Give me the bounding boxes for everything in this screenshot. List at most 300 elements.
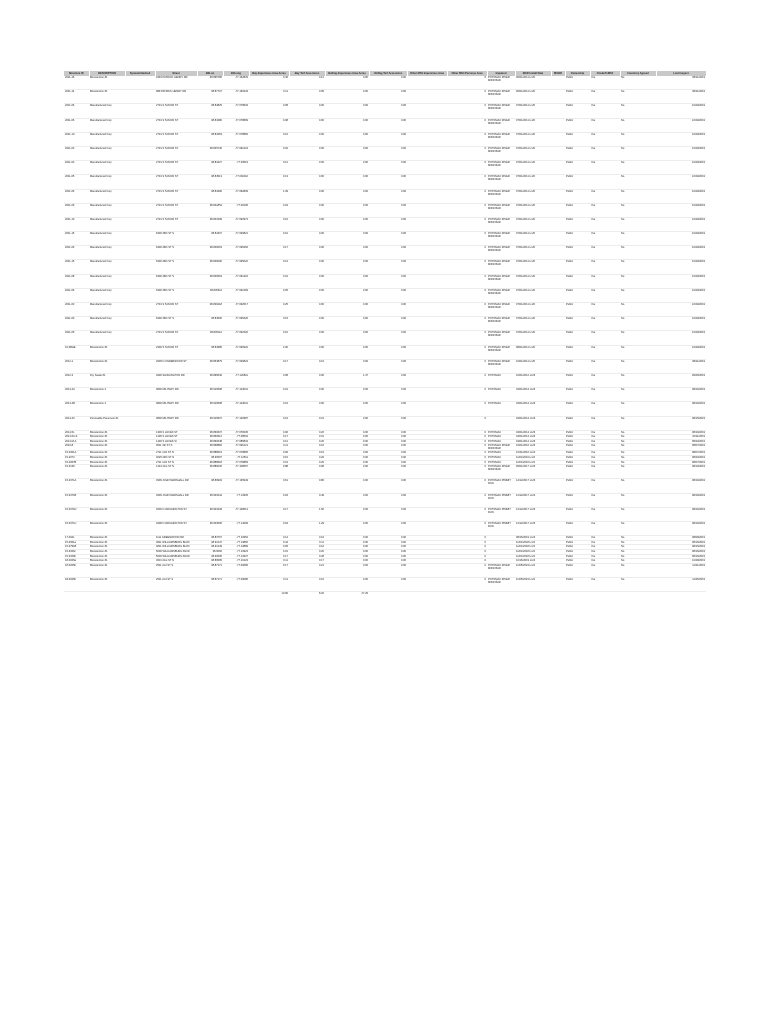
table-cell: 0.00 [369,536,407,541]
table-cell: 0.00 [369,439,407,444]
table-cell: 2.00 [249,345,289,359]
table-cell [551,175,565,189]
table-cell: 04/01/2014 H.26 [515,388,551,402]
table-cell [125,444,155,451]
table-cell: 0.00 [369,359,407,373]
table-cell: Bioretention #1 [89,76,125,90]
table-cell: POTOMAC RIVER MIDD BAR [487,118,515,132]
table-cell: No [620,288,656,302]
table-cell: 2701 S 51N DR ST [155,331,197,345]
table-cell: Yes [590,444,620,451]
table-cell: 0.00 [369,76,407,90]
table-cell: 0.02 [249,146,289,160]
table-cell: 10/16/2019 H.24 [515,559,551,564]
table-cell: 0.00 [325,345,369,359]
table-cell: 38.846564 [197,274,223,288]
table-cell: 38.919507 [197,416,223,430]
table-cell [223,592,249,597]
table-cell: Dry Swale #1 [89,373,125,387]
table-cell: POTOMAC RIVER MIDD BAR [487,288,515,302]
table-cell: 10/29/2019 [656,175,706,189]
table-cell: Public [565,416,590,430]
table-cell: Public [565,493,590,507]
table-cell: 08/10/2019 [656,465,706,479]
table-cell: Yes [590,451,620,456]
table-cell: 10/29/2019 [656,132,706,146]
table-cell: 38.89903 [197,479,223,493]
table-cell: Yes [590,554,620,559]
table-cell: 0.61 [249,479,289,493]
table-cell: 0.00 [325,465,369,479]
table-cell: 0.00 [325,536,369,541]
table-cell [551,507,565,521]
table-cell: No [620,359,656,373]
table-cell: No [620,554,656,559]
table-cell: Bioretention #1 [89,554,125,559]
table-cell: 08/16/2019 [656,522,706,536]
table-cell: 0.16 [249,456,289,461]
table-cell: 0.00 [325,288,369,302]
table-cell: Bioretention #1 [89,563,125,577]
total-bay-impervious: 13.90 [249,592,289,597]
table-cell: 15-2067B [64,460,89,465]
table-cell: 0.00 [325,246,369,260]
table-cell: No [620,545,656,550]
table-cell: 11/05/2019 H.24 [515,577,551,591]
table-cell: 0 [447,118,487,132]
table-cell: No [620,132,656,146]
table-cell: 15-3371D [64,507,89,521]
table-cell: 0309 JOHN MARSHALL DR [155,493,197,507]
table-cell: 38.860648 [197,439,223,444]
table-cell: -77.13923 [223,549,249,554]
table-cell [407,246,447,260]
table-cell: 06/01/2011 H.26 [515,90,551,104]
table-cell: POTOMAC [487,456,515,461]
table-cell: POTOMAC [487,402,515,416]
table-cell: Yes [590,317,620,331]
column-header: Impaired [487,71,515,76]
table-cell: -77.078883 [223,460,249,465]
table-cell: 15-3326c [64,549,89,554]
table-cell: 0800 MILITARY RD [155,388,197,402]
table-cell: Yes [590,465,620,479]
column-header: Bolling Impervious Area Acres [325,71,369,76]
table-cell: Public [565,536,590,541]
table-cell [620,592,656,597]
table-cell: 0.00 [289,246,325,260]
table-cell: 08/11/2019 [656,76,706,90]
table-row [64,203,706,217]
table-cell: 04/01/2014 H.26 [515,416,551,430]
table-cell: 0 [447,493,487,507]
table-cell: Bioretention #1 [89,522,125,536]
table-cell: Yes [590,217,620,231]
table-cell: No [620,549,656,554]
table-cell: 10/11/2019 [656,435,706,440]
table-cell [407,303,447,317]
table-cell: 38.896786 [197,76,223,90]
table-cell: 08/16/2019 [656,430,706,435]
table-cell: 2014-4B [64,402,89,416]
table-cell: 0.01 [249,402,289,416]
table-cell: 12/12/2017 H.26 [515,507,551,521]
table-cell: 0 [447,444,487,451]
table-cell: 38.903239 [197,507,223,521]
table-cell: 38.87171 [197,577,223,591]
table-cell: 0.00 [369,303,407,317]
table-cell: 2701 S 51N DR ST [155,303,197,317]
table-cell: 15-3138 [64,465,89,479]
table-cell [407,90,447,104]
table-cell: 38.9066 [197,549,223,554]
table-cell: Yes [590,460,620,465]
table-cell [551,493,565,507]
table-cell: 38.90597 [197,456,223,461]
table-cell: 0.00 [369,274,407,288]
table-cell: 0.00 [369,577,407,591]
table-cell: Bioretention #1 [89,536,125,541]
table-cell: 38.84985 [197,345,223,359]
table-cell: POTOMAC RIVER MIDD BAR [487,146,515,160]
table-cell: No [620,303,656,317]
table-cell: 08/16/2019 [656,493,706,507]
table-cell: 0.00 [325,460,369,465]
table-cell [551,288,565,302]
table-cell: 2511 2nd ST S [155,563,197,577]
table-cell: 2014-5L [64,430,89,435]
table-cell [125,90,155,104]
table-cell: 07/01/2011 H.26 [515,232,551,246]
table-cell [407,592,447,597]
table-cell: POTOMAC RIVER MIDD BAR [487,577,515,591]
table-cell: No [620,104,656,118]
table-cell: POTOMAC PIMMIT RUN [487,479,515,493]
table-cell: Manufactured bmp [89,175,125,189]
table-cell: 0.00 [369,430,407,435]
table-cell: 38.90605 [197,554,223,559]
table-cell: 08/08/2019 [656,536,706,541]
table-cell [125,592,155,597]
table-cell: Bioretention #1 [89,439,125,444]
table-cell [551,345,565,359]
table-cell [407,388,447,402]
table-cell: Public [565,559,590,564]
table-cell: 0.08 [289,465,325,479]
table-cell: 10-0BHE [64,345,89,359]
table-cell: -77.108667 [223,465,249,479]
table-cell: 38.903605 [197,522,223,536]
table-cell: 2011-10 [64,217,89,231]
column-header: Uniflag Turf Area Acres [369,71,407,76]
table-cell: 0.00 [289,203,325,217]
column-header: Structure ID [64,71,89,76]
table-cell: POTOMAC RIVER MIDD BAR [487,274,515,288]
table-cell: 0 [447,563,487,577]
table-cell: POTOMAC [487,430,515,435]
table-row [64,388,706,402]
table-cell: -77.08504 [223,435,249,440]
table-cell: 0.13 [249,175,289,189]
table-cell: 10/29/2019 [656,274,706,288]
table-cell: Public [565,161,590,175]
table-cell: Yes [590,104,620,118]
table-cell: 0.00 [369,373,407,387]
table-cell: 0.00 [325,189,369,203]
table-cell: 0.00 [325,435,369,440]
table-cell [369,592,407,597]
table-cell: No [620,175,656,189]
table-cell: POTOMAC RIVER MIDD BAR [487,563,515,577]
table-cell: 0.00 [325,444,369,451]
table-cell: No [620,146,656,160]
table-cell: POTOMAC RIVER MIDD BAR [487,246,515,260]
table-cell: 0 [447,331,487,345]
table-cell: 0309 JOHN MARSHALL DR [155,479,197,493]
table-cell: 0.00 [369,161,407,175]
table-cell: Yes [590,522,620,536]
table-cell: 0.00 [369,416,407,430]
table-cell: 2016-8 [64,444,89,451]
table-cell: POTOMAC RIVER MIDD BAR [487,161,515,175]
table-cell: Bioretention #1 [89,456,125,461]
table-cell [407,146,447,160]
table-cell: Public [565,260,590,274]
table-cell: Bioretention #1 [89,540,125,545]
table-cell: 0.00 [369,465,407,479]
table-cell: 0 [447,132,487,146]
table-cell: 10/28/2019 [656,559,706,564]
table-cell: No [620,118,656,132]
table-cell: No [620,161,656,175]
table-cell: 08/16/2019 [656,554,706,559]
table-cell: 0.16 [249,416,289,430]
table-cell: Manufactured bmp [89,232,125,246]
table-cell: Public [565,317,590,331]
table-cell: 0.00 [369,540,407,545]
column-header: OnsiteToMS4 [590,71,620,76]
table-cell: 0.00 [369,146,407,160]
table-cell: 08/07/2019 [656,444,706,451]
table-cell: 0 [447,507,487,521]
column-header: Street [155,71,197,76]
table-cell [487,416,515,430]
table-cell: 0.44 [249,540,289,545]
table-cell: 1.09 [249,189,289,203]
table-cell: 0.17 [249,554,289,559]
table-cell [125,288,155,302]
table-cell: 10/29/2019 [656,118,706,132]
table-cell: No [620,430,656,435]
table-cell: 0.00 [369,554,407,559]
table-cell: 0.14 [249,536,289,541]
table-cell: Public [565,359,590,373]
table-cell: 0.00 [289,274,325,288]
table-cell: -77.095426 [223,317,249,331]
table-cell [407,232,447,246]
table-cell: 08/16/2019 [656,479,706,493]
table-cell: 09/25/2019 [656,373,706,387]
table-cell: 0.00 [325,331,369,345]
table-cell: Yes [590,132,620,146]
table-cell: Permeable Pavement #1 [89,416,125,430]
table-cell: 0.00 [325,90,369,104]
total-bay-turf: 8.20 [289,592,325,597]
table-cell: Yes [590,545,620,550]
table-cell: 11/01/2018 H.24 [515,545,551,550]
table-cell: POTOMAC RIVER MIDD BAR [487,444,515,451]
table-cell: 0.00 [369,246,407,260]
table-cell: 2701 S 51N DR ST [155,118,197,132]
table-cell: 2711 11th ST N [155,451,197,456]
table-cell: 0.00 [289,132,325,146]
table-cell: 38.903244 [197,493,223,507]
table-cell: No [620,388,656,402]
table-cell: -77.09086 [223,577,249,591]
table-cell: Bioretention #1 [89,430,125,435]
table-cell: No [620,456,656,461]
bmp-inventory-table [64,71,707,596]
table-cell: 15-3051a [64,540,89,545]
table-cell [407,479,447,493]
table-cell: Manufactured bmp [89,317,125,331]
table-cell: Public [565,451,590,456]
table-cell: 10/29/2019 [656,189,706,203]
table-row [64,522,706,536]
table-cell: No [620,232,656,246]
table-cell: 05/01/2017 H.26 [515,465,551,479]
table-row [64,402,706,416]
table-cell: 0.26 [289,430,325,435]
table-cell: Yes [590,373,620,387]
table-cell: No [620,402,656,416]
table-cell: 0.11 [249,559,289,564]
table-cell: 10/29/2019 [656,317,706,331]
table-cell: Manufactured bmp [89,303,125,317]
table-cell: 0.25 [249,303,289,317]
table-cell: 0.00 [369,132,407,146]
table-cell: 2011-15 [64,260,89,274]
table-cell: 07/01/2011 H.26 [515,331,551,345]
table-cell: 1400 S HAYES St [155,439,197,444]
table-cell: 0.06 [249,430,289,435]
table-cell: POTOMAC RIVER MIDD BAR [487,303,515,317]
table-cell [407,132,447,146]
table-cell: 2511 2nd ST S [155,577,197,591]
table-cell: No [620,246,656,260]
table-cell [125,76,155,90]
table-cell: 2011-05 [64,331,89,345]
table-row [64,465,706,479]
column-header: BXLong [223,71,249,76]
table-cell: Yes [590,232,620,246]
table-cell: Manufactured bmp [89,146,125,160]
table-cell: No [620,479,656,493]
table-cell [407,189,447,203]
table-cell: 38.841699 [197,217,223,231]
table-cell: 2012-3 [64,373,89,387]
table-cell: 0.00 [325,104,369,118]
table-cell: POTOMAC RIVER MIDD BAR [487,203,515,217]
table-cell: Bioretention #1 [89,90,125,104]
table-cell: 38.84513 [197,175,223,189]
table-cell [551,444,565,451]
table-cell [407,345,447,359]
table-cell: 0.00 [289,175,325,189]
table-cell [551,90,565,104]
table-cell: 989 PATRICK HENRY DR [155,90,197,104]
table-cell: 38.888618 [197,460,223,465]
table-cell: 0.00 [369,260,407,274]
table-cell: 0 [447,232,487,246]
table-cell: 07/01/2011 H.26 [515,303,551,317]
table-cell: -77.14609 [223,522,249,536]
table-cell: Yes [590,456,620,461]
table-cell: 2014-4C [64,416,89,430]
table-cell: No [620,76,656,90]
table-cell: 0.49 [289,493,325,507]
table-cell: 0.00 [325,402,369,416]
table-cell: 38.84307 [197,232,223,246]
table-row [64,189,706,203]
table-cell: 07/01/2011 H.26 [515,161,551,175]
column-header: Ownership [565,71,590,76]
table-cell: Bioretention #1 [89,493,125,507]
table-cell: Yes [590,435,620,440]
table-cell: 0 [447,345,487,359]
table-row [64,303,706,317]
table-cell: No [620,203,656,217]
table-cell: No [620,460,656,465]
table-cell: 0 [447,317,487,331]
table-cell [407,76,447,90]
table-cell [125,465,155,479]
table-cell: Public [565,331,590,345]
table-cell [407,317,447,331]
table-cell: 0.05 [249,288,289,302]
table-cell: 0.00 [325,146,369,160]
table-cell: 38.83767 [197,536,223,541]
table-cell: Yes [590,359,620,373]
table-cell: 0.28 [289,554,325,559]
table-cell: 08/16/2019 [656,540,706,545]
table-cell: 10/29/2019 [656,232,706,246]
table-cell: -77.135949 [223,479,249,493]
table-cell: 11/01/2016 H.24 [515,456,551,461]
table-cell: -77.090922 [223,345,249,359]
table-cell: Public [565,549,590,554]
table-cell: 2011-16 [64,76,89,90]
table-cell: Bioretention #1 [89,549,125,554]
table-cell: 0 [447,161,487,175]
table-cell [125,217,155,231]
table-cell: 0.00 [369,388,407,402]
table-row [64,507,706,521]
table-cell: 0408 N WASHINGTON ST [155,522,197,536]
table-cell: Public [565,577,590,591]
table-cell: -77.13866 [223,540,249,545]
table-cell: Yes [590,559,620,564]
table-cell [125,203,155,217]
table-cell: Yes [590,76,620,90]
table-cell: 1111 GREENWOOD RD [155,536,197,541]
table-cell [551,317,565,331]
table-cell [551,522,565,536]
table-cell: 08/16/2019 [656,549,706,554]
table-cell: 0.88 [249,465,289,479]
total-bolling-impervious: 27.29 [325,592,369,597]
table-cell: 2701 S 51N DR ST [155,203,197,217]
